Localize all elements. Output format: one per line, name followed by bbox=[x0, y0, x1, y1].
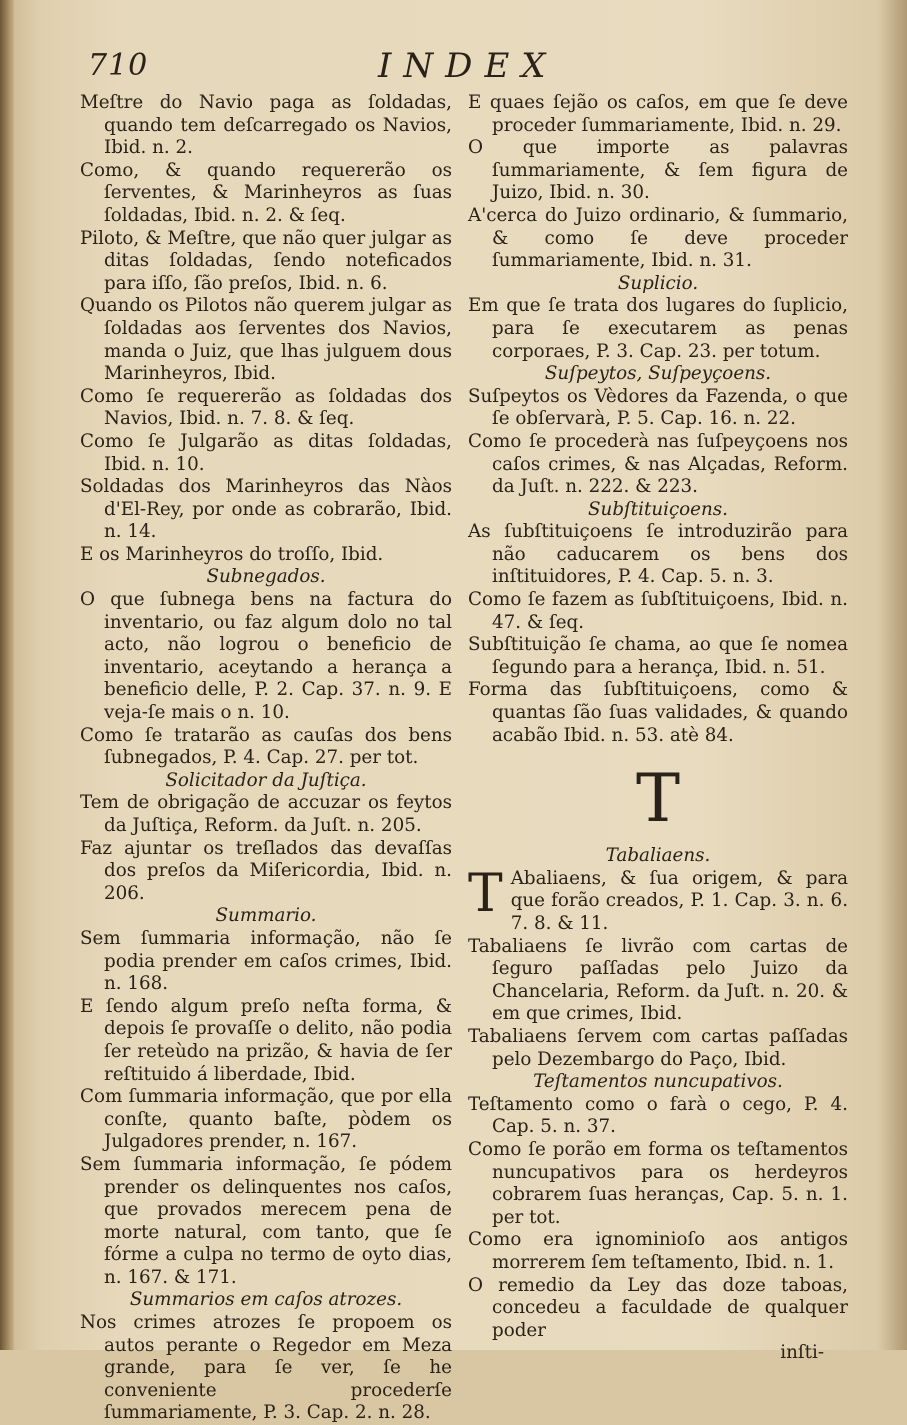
index-entry: Nos crimes atrozes ſe propoem os autos perante o Regedor em Meza grande, para ſe ver, ſe he conveniente procederſe ſummariamente, P. 3. Cap. 2. n. 28. bbox=[80, 1312, 452, 1424]
page-edge-shadow bbox=[877, 0, 907, 1350]
index-entry: Forma das ſubſtituiçoens, como & quantas ſão ſuas validades, & quando acabão Ibid. n. 53. atè 84. bbox=[468, 679, 848, 746]
right-column-lower bbox=[468, 936, 848, 1343]
index-entry: As ſubſtituiçoens ſe introduzirão para não caducarem os bens dos inſtituidores, P. 4. Cap. 5. n. 3. bbox=[468, 521, 848, 588]
index-entry: E os Marinheyros do troſſo, Ibid. bbox=[80, 543, 384, 565]
index-entry: E quaes ſejão os caſos, em que ſe deve proceder ſummariamente, Ibid. n. 29. bbox=[468, 92, 848, 136]
running-head: INDEX bbox=[378, 46, 558, 86]
index-entry: O que importe as palavras ſummariamente, & ſem figura de Juizo, Ibid. n. 30. bbox=[468, 137, 848, 204]
index-entry: A'cerca do Juizo ordinario, & ſummario, & como ſe deve proceder ſummariamente, Ibid. n. 31. bbox=[468, 204, 848, 272]
index-entry: Como, & quando requererão os ſerventes, & Marinheyros as ſuas ſoldadas, Ibid. n. 2. & ſeq. bbox=[80, 159, 452, 226]
index-entry: Como ſe procederà nas ſuſpeyçoens nos caſos crimes, & nas Alçadas, Reform. da Juſt. n. 222. & 223. bbox=[468, 430, 848, 498]
book-spine bbox=[0, 0, 14, 1350]
index-entry: Piloto, & Meſtre, que não quer julgar as ditas ſoldadas, ſendo noteficados para iſſo, ſão preſos, Ibid. n. 6. bbox=[80, 227, 452, 294]
index-entry: Tabaliaens ſe livrão com cartas de ſeguro paſſadas pelo Juizo da Chancelaria, Reform. da Juſt. n. 20. & em que crimes, Ibid. bbox=[468, 935, 848, 1025]
index-entry: Como ſe Julgarão as ditas ſoldadas, Ibid. n. 10. bbox=[80, 430, 452, 475]
right-column bbox=[468, 92, 848, 1365]
page-header bbox=[88, 42, 848, 92]
index-heading: Summario. bbox=[215, 905, 317, 927]
left-column bbox=[80, 92, 452, 1425]
index-entry: Quando os Pilotos não querem julgar as ſoldadas aos ſerventes dos Navios, manda o Juiz, que lhas julguem dous Marinheyros, Ibid. bbox=[80, 295, 452, 385]
index-heading: Summarios em caſos atrozes. bbox=[129, 1289, 403, 1311]
index-entry bbox=[468, 863, 848, 936]
drop-cap: T bbox=[468, 863, 503, 924]
catchword: inſti- bbox=[780, 1342, 824, 1364]
index-entry: Teſtamento como o farà o cego, P. 4. Cap. 5. n. 37. bbox=[468, 1093, 848, 1138]
index-entry: Soldadas dos Marinheyros das Nàos d'El-Rey, por onde as cobrarão, Ibid. n. 14. bbox=[80, 476, 452, 543]
index-entry: Como ſe requererão as ſoldadas dos Navios, Ibid. n. 7. 8. & ſeq. bbox=[80, 385, 452, 430]
index-entry: Meſtre do Navio paga as ſoldadas, quando tem deſcarregado os Navios, Ibid. n. 2. bbox=[80, 92, 452, 159]
index-entry: Faz ajuntar os treſlados das devaſſas dos preſos da Miſericordia, Ibid. n. 206. bbox=[80, 837, 452, 904]
index-entry: O que ſubnega bens na factura do inventario, ou faz algum dolo no tal acto, não logrou o beneficio de inventario, aceytando a herança a beneficio delle, P. 2. Cap. 37. n. 9. E veja-ſe mais o n. 10. bbox=[80, 589, 452, 724]
index-entry: Como ſe fazem as ſubſtituiçoens, Ibid. n. 47. & ſeq. bbox=[468, 589, 848, 633]
index-entry: E ſendo algum preſo neſta forma, & depois ſe provaſſe o delito, não podia ſer reteùdo na prizão, & havia de ſer reſtituido á liberdade, Ibid. bbox=[80, 995, 452, 1085]
index-entry: Tabaliaens ſervem com cartas paſſadas pelo Dezembargo do Paço, Ibid. bbox=[468, 1025, 848, 1070]
index-heading: Teſtamentos nuncupativos. bbox=[533, 1071, 783, 1093]
index-heading: Tabaliaens. bbox=[605, 845, 711, 867]
index-entry: Com ſummaria informação, que por ella conſte, quanto baſte, pòdem os Julgadores prender, n. 167. bbox=[80, 1086, 452, 1153]
index-entry: Em que ſe trata dos lugares do ſuplicio, para ſe executarem as penas corporaes, P. 3. Cap. 23. per totum. bbox=[468, 295, 848, 362]
index-entry: Sem ſummaria informação, ſe pódem prender os delinquentes nos caſos, que provados merecem pena de morte natural, com tanto, que ſe fórme a culpa no termo de oyto dias, n. 167. & 171. bbox=[80, 1153, 452, 1288]
section-letter: T bbox=[635, 760, 681, 838]
index-entry: Como ſe tratarão as cauſas dos bens ſubnegados, P. 4. Cap. 27. per tot. bbox=[80, 724, 452, 769]
index-heading: Subſtituiçoens. bbox=[588, 498, 728, 520]
index-heading: Suſpeytos, Suſpeyçoens. bbox=[544, 363, 772, 385]
index-entry: Como era ignominioſo aos antigos morrerem ſem teſtamento, Ibid. n. 1. bbox=[468, 1229, 848, 1273]
index-entry: Como ſe porão em forma os teſtamentos nuncupativos para os herdeyros cobrarem ſuas heranças, Cap. 5. n. 1. per tot. bbox=[468, 1138, 848, 1228]
index-entry: O remedio da Ley das doze taboas, concedeu a faculdade de qualquer poder bbox=[468, 1274, 848, 1341]
index-heading: Suplicio. bbox=[617, 272, 699, 294]
index-heading: Subnegados. bbox=[206, 566, 326, 588]
index-entry: Subſtituição ſe chama, ao que ſe nomea ſegundo para a herança, Ibid. n. 51. bbox=[468, 634, 848, 678]
page-number: 710 bbox=[88, 48, 149, 83]
right-column-upper bbox=[468, 92, 848, 747]
index-entry: Sem ſummaria informação, não ſe podia prender em caſos crimes, Ibid. n. 168. bbox=[80, 927, 452, 995]
index-heading: Solicitador da Juſtiça. bbox=[165, 769, 367, 791]
entry-text: Abaliaens, & ſua origem, & para que forão creados, P. 1. Cap. 3. n. 6. 7. 8. & 11. bbox=[510, 867, 848, 934]
index-entry: Suſpeytos os Vèdores da Fazenda, o que ſe obſervarà, P. 5. Cap. 16. n. 22. bbox=[468, 385, 848, 430]
index-entry: Tem de obrigação de accuzar os feytos da Juſtiça, Reform. da Juſt. n. 205. bbox=[80, 792, 452, 836]
